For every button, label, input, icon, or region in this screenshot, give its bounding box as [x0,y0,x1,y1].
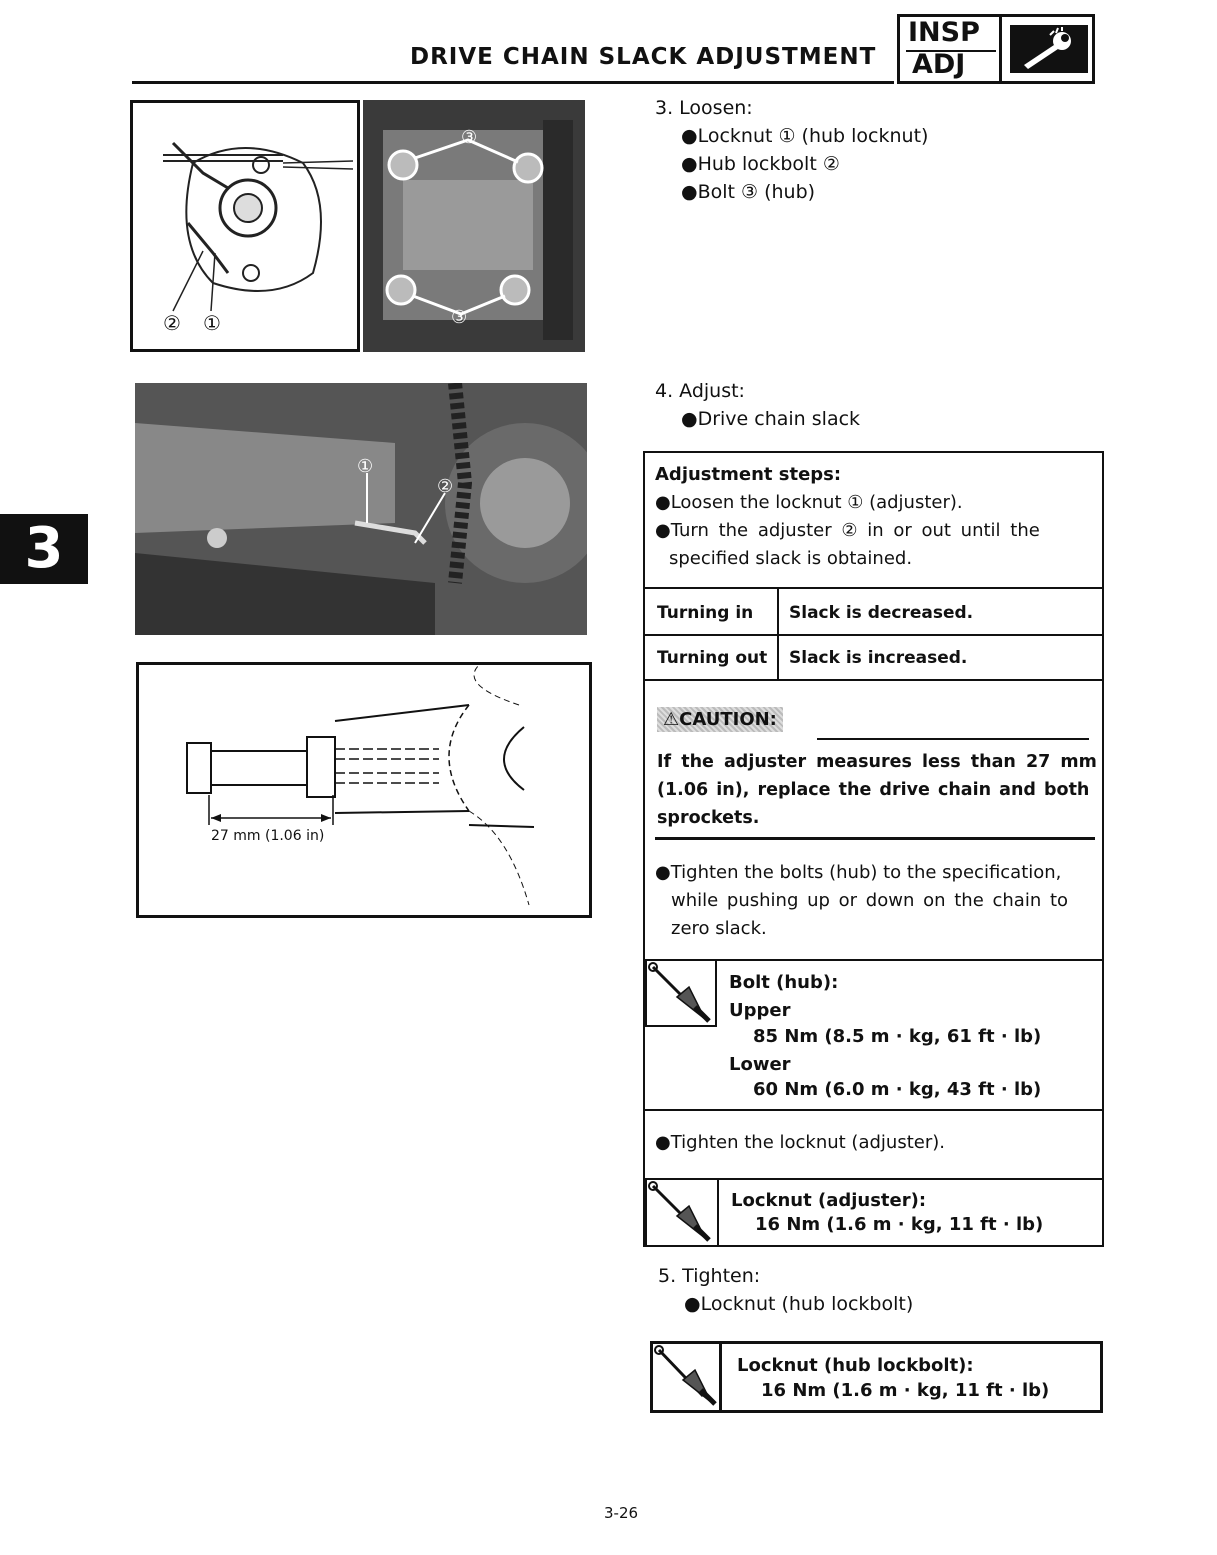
adjustment-procedure-box [643,451,1104,1247]
torque-lower-value: 60 Nm (6.0 m · kg, 43 ft · lb) [753,1079,1042,1100]
step-4-item: ●Drive chain slack [681,408,861,430]
torque-lockbolt-title: Locknut (hub lockbolt): [737,1355,974,1376]
divider [645,587,1102,589]
badge-text-area [900,17,1002,81]
torque-upper-label: Upper [729,1000,791,1021]
torque-wrench-icon [645,959,717,1027]
step-3-item: ●Hub lockbolt ② [681,153,840,175]
torque-upper-value: 85 Nm (8.5 m · kg, 61 ft · lb) [753,1026,1042,1047]
section-badge [897,14,1095,84]
page-number: 3-26 [604,1504,639,1522]
badge-top-label: INSP [908,17,980,48]
step-5-item: ●Locknut (hub lockbolt) [684,1293,914,1315]
step-4-heading: 4. Adjust: [655,380,745,402]
callout-3-top: ③ [461,127,478,148]
caution-end-rule [655,837,1095,840]
callout-2: ② [437,476,454,497]
torque-adjuster-title: Locknut (adjuster): [731,1190,927,1211]
table-result: Slack is increased. [789,648,968,668]
step-3-list [655,94,928,206]
divider [645,1109,1102,1111]
step-line: specified slack is obtained. [669,548,913,569]
caution-label: ⚠CAUTION: [657,707,783,732]
torque-wrench-icon [650,1341,722,1413]
callout-2: ② [163,311,181,335]
step-line: ●Turn the adjuster ② in or out until the [655,520,1040,541]
step-line: ●Loosen the locknut ① (adjuster). [655,492,963,513]
caution-text-line: If the adjuster measures less than 27 mm [657,752,1097,772]
torque-hub-title: Bolt (hub): [729,972,839,993]
callout-3-bottom: ③ [451,307,468,328]
caution-text-line: sprockets. [657,808,760,828]
tighten-line: zero slack. [671,918,767,939]
steps-title: Adjustment steps: [655,464,842,485]
table-action: Turning out [657,648,768,668]
tighten-locknut-line: ●Tighten the locknut (adjuster). [655,1132,945,1153]
table-action: Turning in [657,603,754,623]
torque-lockbolt-value: 16 Nm (1.6 m · kg, 11 ft · lb) [761,1380,1050,1401]
divider [645,679,1102,681]
table-result: Slack is decreased. [789,603,974,623]
tighten-line: while pushing up or down on the chain to [671,890,1069,911]
figure-hub-diagram [130,100,360,352]
step-5-list [658,1262,913,1318]
chapter-tab: 3 [0,514,88,584]
dimension-label: 27 mm (1.06 in) [211,828,325,844]
step-4-list [655,377,860,433]
page-title: DRIVE CHAIN SLACK ADJUSTMENT [410,44,877,70]
callout-1: ① [203,311,221,335]
header-rule [132,81,894,84]
torque-lockbolt-box [650,1341,1103,1413]
figure-adjuster-dimension [136,662,592,918]
caution-text-line: (1.06 in), replace the drive chain and both [657,780,1090,800]
badge-bottom-label: ADJ [912,49,966,80]
step-3-item: ●Bolt ③ (hub) [681,181,816,203]
torque-lower-label: Lower [729,1054,791,1075]
tighten-line: ●Tighten the bolts (hub) to the specification, [655,862,1062,883]
step-3-heading: 3. Loosen: [655,97,753,119]
callout-1: ① [357,456,374,477]
step-5-heading: 5. Tighten: [658,1265,761,1287]
torque-wrench-icon [645,1178,719,1247]
step-3-item: ●Locknut ① (hub locknut) [681,125,929,147]
torque-adjuster-value: 16 Nm (1.6 m · kg, 11 ft · lb) [755,1214,1044,1235]
wrench-icon [1010,25,1088,73]
divider [645,634,1102,636]
figure-adjuster-photo [135,383,587,635]
figure-hub-bolts-photo [363,100,585,352]
caution-rule [817,738,1089,740]
